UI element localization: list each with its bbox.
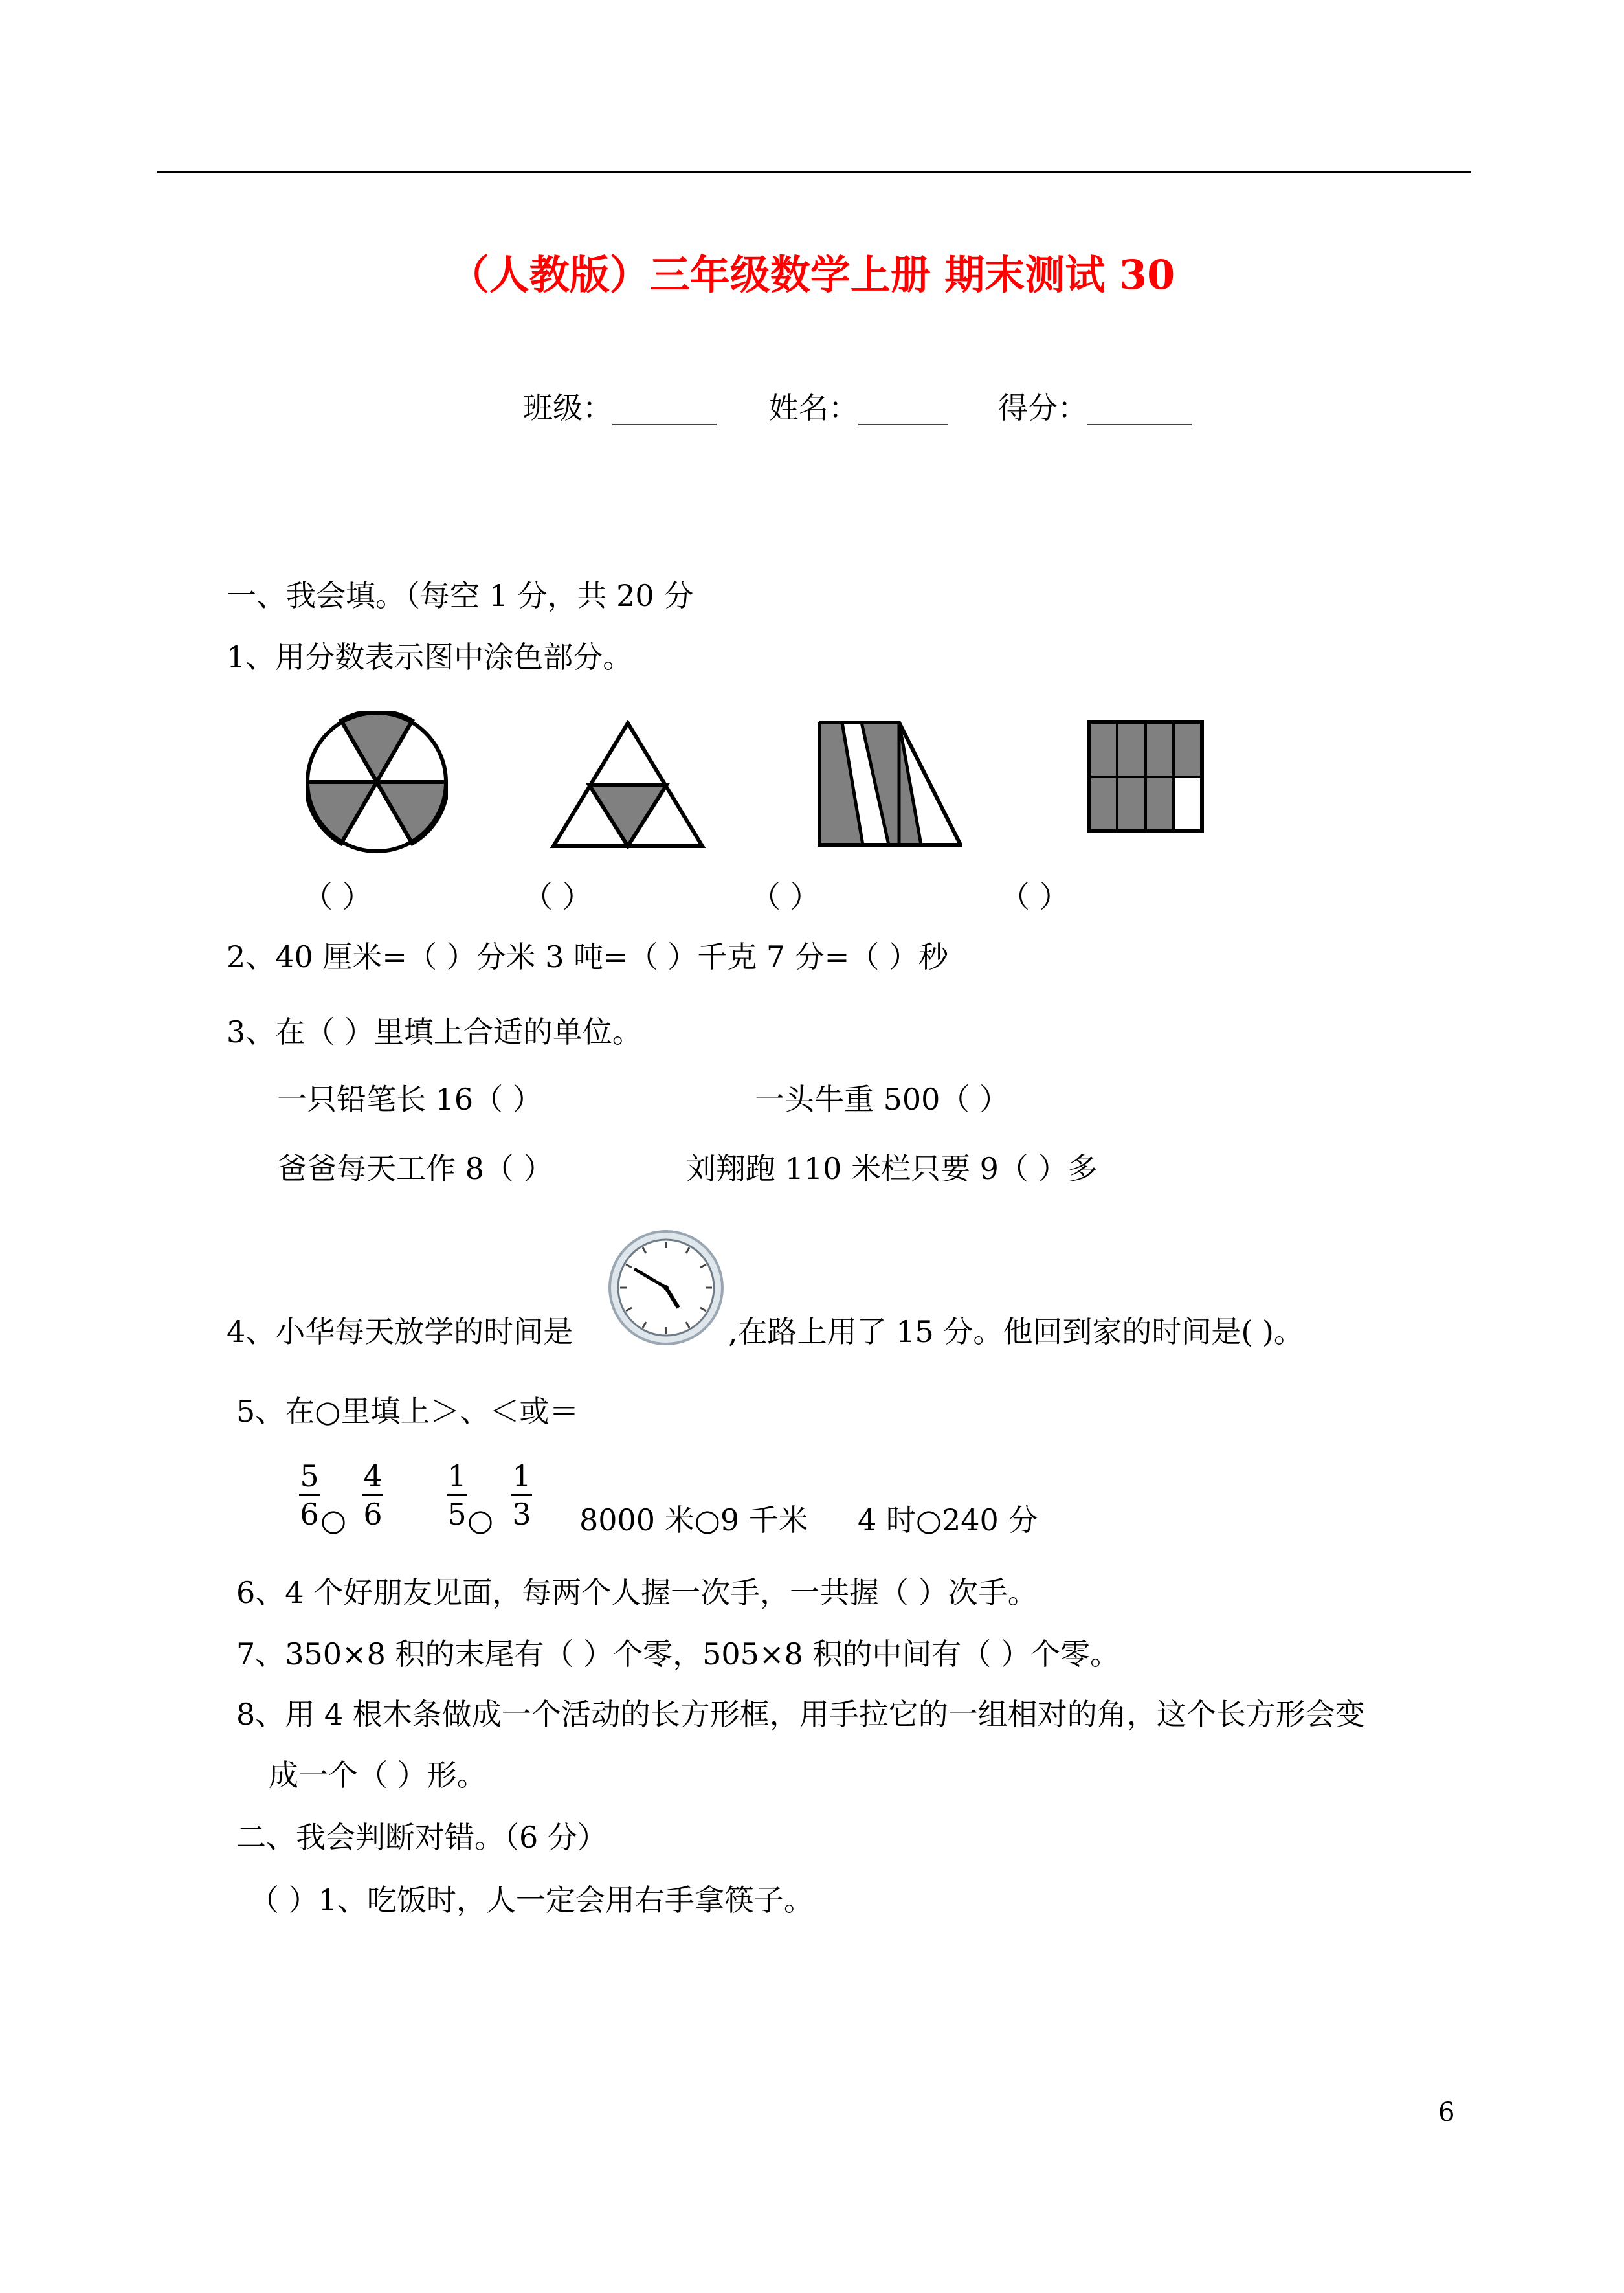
q5-circle-1[interactable]: ○ xyxy=(320,1503,347,1538)
q3-item-hurdles: 刘翔跑 110 米栏只要 9（ ）多 xyxy=(686,1151,1098,1186)
q3-text: 3、在（ ）里填上合适的单位。 xyxy=(227,1014,642,1049)
q1-blank-4[interactable]: （ ） xyxy=(1000,879,1069,914)
q5-compare-time: 4 时○240 分 xyxy=(858,1503,1038,1538)
q8-text-line2: 成一个（ ）形。 xyxy=(269,1758,487,1793)
name-field: 姓名：______ xyxy=(769,390,948,425)
q3-item-cow: 一头牛重 500（ ） xyxy=(755,1082,1010,1117)
q6-text: 6、4 个好朋友见面，每两个人握一次手，一共握（ ）次手。 xyxy=(236,1575,1038,1610)
q5-frac-1-5: 1 5 xyxy=(447,1459,467,1532)
circle-figure xyxy=(306,711,448,853)
q5-frac-4-6: 4 6 xyxy=(363,1459,383,1532)
page-number: 6 xyxy=(1438,2097,1455,2127)
score-field: 得分：_______ xyxy=(998,390,1192,425)
q5-frac-1-3: 1 3 xyxy=(512,1459,531,1532)
q5-circle-2[interactable]: ○ xyxy=(467,1503,494,1538)
grid-figure xyxy=(1087,720,1204,833)
page-title: （人教版）三年级数学上册 期末测试 30 xyxy=(449,251,1175,298)
clock-icon xyxy=(607,1229,725,1347)
q2-text: 2、40 厘米=（ ）分米 3 吨=（ ）千克 7 分=（ ）秒 xyxy=(227,939,948,974)
section1-heading: 一、我会填。（每空 1 分，共 20 分 xyxy=(227,578,694,613)
rectangle-triangle-figure xyxy=(818,721,962,847)
q4-text-suffix: ,在路上用了 15 分。他回到家的时间是( )。 xyxy=(728,1314,1304,1349)
judge-q1-text: （ ）1、吃饭时，人一定会用右手拿筷子。 xyxy=(249,1883,814,1918)
q3-item-pencil: 一只铅笔长 16（ ） xyxy=(277,1082,542,1117)
q8-text-line1: 8、用 4 根木条做成一个活动的长方形框，用手拉它的一组相对的角，这个长方形会变 xyxy=(236,1697,1365,1732)
q5-text: 5、在○里填上＞、＜或＝ xyxy=(236,1394,579,1429)
q1-blank-2[interactable]: （ ） xyxy=(523,879,592,914)
q3-item-work: 爸爸每天工作 8（ ） xyxy=(277,1151,553,1186)
q1-blank-3[interactable]: （ ） xyxy=(751,879,820,914)
q1-text: 1、用分数表示图中涂色部分。 xyxy=(227,640,633,675)
section2-heading: 二、我会判断对错。（6 分） xyxy=(236,1820,607,1855)
class-field: 班级：_______ xyxy=(523,390,717,425)
q5-frac-5-6: 5 6 xyxy=(300,1459,319,1532)
q7-text: 7、350×8 积的末尾有（ ）个零，505×8 积的中间有（ ）个零。 xyxy=(236,1637,1120,1672)
header-rule xyxy=(157,171,1471,173)
q5-compare-distance: 8000 米○9 千米 xyxy=(579,1503,808,1538)
q4-text-prefix: 4、小华每天放学的时间是 xyxy=(227,1314,573,1349)
q1-blank-1[interactable]: （ ） xyxy=(303,879,372,914)
triangle-figure xyxy=(550,720,706,849)
